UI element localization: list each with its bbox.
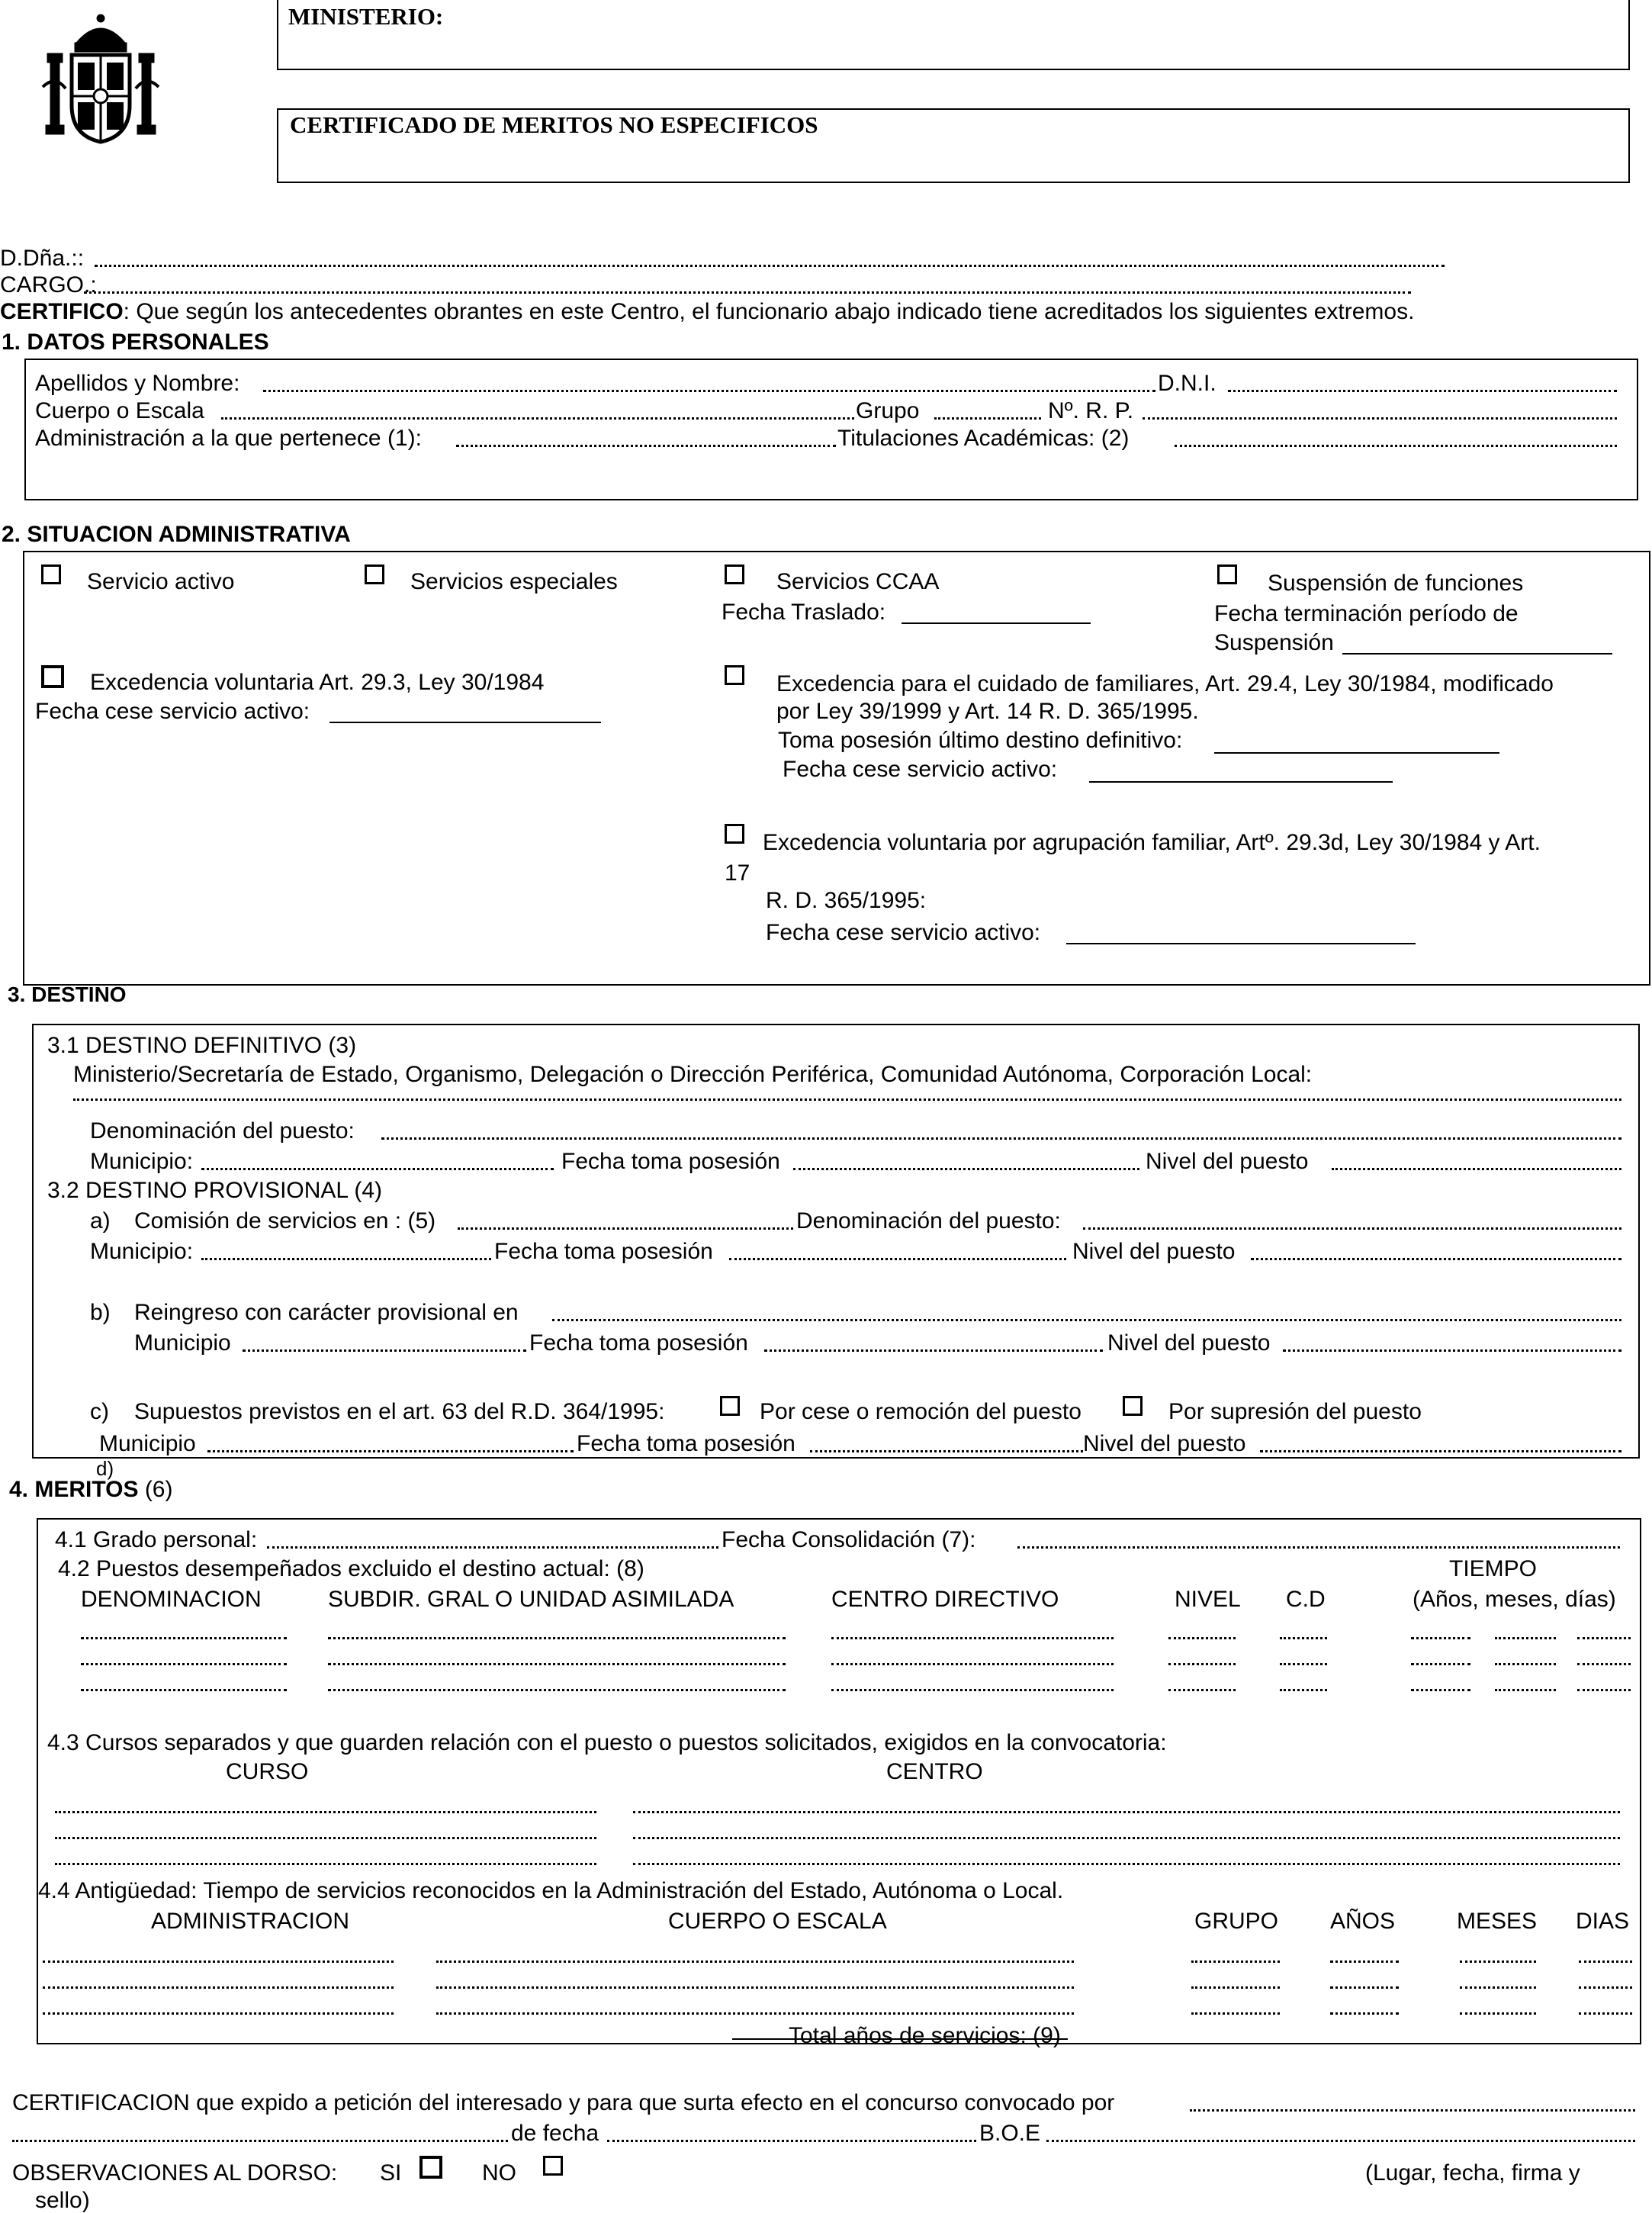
boe-label: B.O.E [979,2121,1041,2146]
consolidacion-label: Fecha Consolidación (7): [722,1527,976,1552]
curso-row-cell[interactable] [55,1863,596,1865]
fecha-cese-1-label: Fecha cese servicio activo: [35,699,310,724]
fecha-cese-3-label: Fecha cese servicio activo: [766,920,1041,945]
dni-field[interactable] [1228,390,1617,392]
cursos-label: 4.3 Cursos separados y que guarden relación con el puesto o puestos solicitados, exigidos en la convocatoria: [47,1730,1167,1755]
destino-provisional-title: 3.2 DESTINO PROVISIONAL (4) [47,1178,382,1203]
prov-b-municipio-field[interactable] [243,1349,526,1352]
puesto-row-cell[interactable] [1577,1689,1631,1691]
col-dias: DIAS [1576,1909,1630,1934]
prov-c-fecha-field[interactable] [810,1450,1083,1452]
prov-c-text: Supuestos previstos en el art. 63 del R.D. 364/1995: [134,1399,665,1424]
servicios-ccaa-label: Servicios CCAA [776,569,940,594]
def-fecha-label: Fecha toma posesión [561,1149,780,1174]
antiguedad-row-cell[interactable] [1330,2012,1399,2015]
curso-row-cell[interactable] [633,1837,1620,1839]
coat-of-arms-icon [40,14,162,147]
antiguedad-label: 4.4 Antigüedad: Tiempo de servicios reconocidos en la Administración del Estado, Autónoma o Local. [38,1878,1064,1903]
grupo-label: Grupo [856,398,920,423]
prov-a-municipio-field[interactable] [201,1258,491,1260]
total-servicios-label: Total años de servicios: (9) [789,2023,1061,2048]
puestos-label: 4.2 Puestos desempeñados excluido el destino actual: (8) [58,1556,644,1581]
puesto-row-cell[interactable] [81,1689,287,1691]
col-meses: MESES [1457,1909,1538,1934]
fecha-traslado-field[interactable] [902,622,1091,624]
de-fecha-field[interactable] [607,2140,976,2142]
antiguedad-row-cell[interactable] [436,1986,1074,1989]
puesto-row-cell[interactable] [328,1637,786,1639]
prov-a-comision-field[interactable] [458,1227,793,1230]
cargo-label: CARGO.: [0,272,97,298]
fecha-cese-1-field[interactable] [329,722,601,723]
suspension-fecha-label: Suspensión [1214,630,1334,655]
puesto-row-cell[interactable] [81,1663,287,1665]
section-4-title-label: 4. MERITOS [9,1477,139,1502]
puesto-row-cell[interactable] [1577,1637,1631,1639]
col-subdir: SUBDIR. GRAL O UNIDAD ASIMILADA [328,1587,734,1612]
nrp-label: Nº. R. P. [1048,398,1134,423]
puesto-row-cell[interactable] [328,1663,786,1665]
agrupacion-line1: Excedencia voluntaria por agrupación familiar, Artº. 29.3d, Ley 30/1984 y Art. [763,830,1541,855]
antiguedad-row-cell[interactable] [436,1960,1074,1963]
col-administracion: ADMINISTRACION [151,1909,350,1934]
puesto-row-cell[interactable] [1411,1663,1470,1665]
def-fecha-field[interactable] [793,1168,1139,1170]
destino-definitivo-organismo-field[interactable] [73,1098,1621,1101]
col-nivel: NIVEL [1175,1587,1241,1612]
puesto-row-cell[interactable] [1495,1663,1556,1665]
checkbox-excedencia-familiares[interactable] [725,665,744,685]
agrupacion-line3: R. D. 365/1995: [766,888,927,913]
section-4-title-suffix: (6) [138,1477,173,1502]
certificacion-text: CERTIFICACION que expido a petición del interesado y para que surta efecto en el concurso convocado por [12,2090,1115,2115]
concurso-field-2[interactable] [12,2140,508,2142]
cese-remocion-label: Por cese o remoción del puesto [760,1399,1082,1424]
destino-definitivo-ministerio: Ministerio/Secretaría de Estado, Organismo, Delegación o Dirección Periférica, Comunidad Autónoma, Corporación Local: [73,1062,1313,1087]
section-1-title: 1. DATOS PERSONALES [2,330,269,355]
excedencia-familiares-line1: Excedencia para el cuidado de familiares, Art. 29.4, Ley 30/1984, modificado [776,671,1554,696]
dni-label: D.N.I. [1158,371,1217,396]
servicios-especiales-label: Servicios especiales [410,569,618,594]
antiguedad-row-cell[interactable] [1330,1960,1399,1963]
puesto-row-cell[interactable] [328,1689,786,1691]
antiguedad-row-cell[interactable] [1579,2012,1632,2015]
prov-a-fecha-label: Fecha toma posesión [494,1239,713,1264]
lugar-fecha-label: (Lugar, fecha, firma y [1365,2160,1580,2186]
puesto-row-cell[interactable] [831,1689,1114,1691]
prov-b-nivel-label: Nivel del puesto [1107,1330,1271,1356]
apellidos-field[interactable] [263,390,1155,392]
ministerio-box[interactable] [277,0,1630,70]
cargo-field[interactable] [84,291,1411,294]
prov-c-nivel-field[interactable] [1260,1450,1621,1452]
checkbox-agrupacion-familiar[interactable] [725,824,744,844]
section-4-title [9,1478,172,1501]
fecha-traslado-label: Fecha Traslado: [722,600,886,625]
certifico-text: : Que según los antecedentes obrantes en este Centro, el funcionario abajo indicado tiene acreditados los siguientes extremos. [123,299,1415,324]
section-3-title: 3. DESTINO [8,983,127,1006]
checkbox-cese-remocion[interactable] [720,1396,740,1416]
antiguedad-row-cell[interactable] [1191,2012,1280,2015]
prov-a-municipio-label: Municipio: [90,1239,194,1264]
antiguedad-row-cell[interactable] [43,1960,394,1963]
suspension-label: Suspensión de funciones [1268,571,1524,596]
puesto-row-cell[interactable] [1495,1637,1556,1639]
antiguedad-row-cell[interactable] [1460,2012,1536,2015]
sello-label: sello) [35,2188,90,2213]
dona-label: D.Dña.:: [0,246,85,271]
def-municipio-label: Municipio: [90,1149,194,1174]
prov-c-nivel-label: Nivel del puesto [1083,1431,1246,1456]
puesto-row-cell[interactable] [1168,1689,1236,1691]
titulaciones-label: Titulaciones Académicas: (2) [837,426,1130,451]
def-denominacion-field[interactable] [381,1137,1621,1140]
col-curso: CURSO [226,1759,309,1784]
agrupacion-line2: 17 [725,860,750,886]
puesto-row-cell[interactable] [1280,1663,1327,1665]
prov-a-label: a) [90,1208,111,1234]
col-centro-directivo: CENTRO DIRECTIVO [831,1587,1059,1612]
servicio-activo-label: Servicio activo [87,569,235,594]
de-fecha-label: de fecha [511,2121,599,2146]
administracion-field[interactable] [456,445,836,447]
si-label: SI [380,2160,402,2186]
prov-b-fecha-label: Fecha toma posesión [529,1330,748,1356]
antiguedad-row-cell[interactable] [1460,1960,1536,1963]
puesto-row-cell[interactable] [1280,1637,1327,1639]
prov-c-label: c) [90,1399,109,1424]
prov-a-nivel-field[interactable] [1251,1258,1621,1260]
curso-row-cell[interactable] [55,1837,596,1839]
def-denominacion-label: Denominación del puesto: [90,1118,355,1143]
puesto-row-cell[interactable] [1495,1689,1556,1691]
prov-c-municipio-label: Municipio [99,1431,196,1456]
curso-row-cell[interactable] [633,1863,1620,1865]
suspension-fecha-field[interactable] [1342,653,1612,655]
checkbox-excedencia-voluntaria[interactable] [41,665,64,688]
prov-a-denominacion-field[interactable] [1083,1227,1621,1230]
prov-b-nivel-field[interactable] [1283,1349,1621,1352]
destino-definitivo-title: 3.1 DESTINO DEFINITIVO (3) [47,1033,357,1058]
apellidos-label: Apellidos y Nombre: [35,371,240,396]
cuerpo-field[interactable] [221,417,854,420]
toma-posesion-label: Toma posesión último destino definitivo: [778,728,1183,753]
prov-b-municipio-label: Municipio [134,1330,231,1356]
boe-field[interactable] [1046,2140,1635,2142]
checkbox-servicios-especiales[interactable] [365,565,384,584]
excedencia-familiares-line2: por Ley 39/1999 y Art. 14 R. D. 365/1995. [776,699,1199,724]
checkbox-observaciones-si[interactable] [419,2156,442,2179]
puesto-row-cell[interactable] [81,1637,287,1639]
antiguedad-row-cell[interactable] [43,1986,394,1989]
puesto-row-cell[interactable] [1168,1637,1236,1639]
puesto-row-cell[interactable] [1577,1663,1631,1665]
administracion-label: Administración a la que pertenece (1): [35,426,422,451]
def-nivel-label: Nivel del puesto [1146,1149,1309,1174]
curso-row-cell[interactable] [633,1811,1620,1813]
prov-c-municipio-field[interactable] [207,1450,574,1452]
curso-row-cell[interactable] [55,1811,596,1813]
puesto-row-cell[interactable] [831,1663,1114,1665]
puesto-row-cell[interactable] [831,1637,1114,1639]
nrp-field[interactable] [1143,417,1617,420]
puesto-row-cell[interactable] [1280,1689,1327,1691]
col-centro-curso: CENTRO [886,1759,983,1784]
concurso-field[interactable] [1190,2109,1635,2112]
supresion-label: Por supresión del puesto [1168,1399,1422,1424]
col-cuerpo-escala: CUERPO O ESCALA [668,1909,887,1934]
prov-a-text: Comisión de servicios en : (5) [134,1208,436,1234]
checkbox-servicios-ccaa[interactable] [725,565,744,584]
ministerio-label: MINISTERIO: [288,3,444,30]
puesto-row-cell[interactable] [1411,1689,1470,1691]
puesto-row-cell[interactable] [1411,1637,1470,1639]
prov-b-text: Reingreso con carácter provisional en [134,1300,519,1325]
toma-posesion-field[interactable] [1214,752,1499,754]
antiguedad-row-cell[interactable] [436,2012,1074,2015]
fecha-terminacion-label: Fecha terminación período de [1214,601,1519,626]
def-nivel-field[interactable] [1332,1168,1621,1170]
prov-a-denominacion-label: Denominación del puesto: [796,1208,1061,1234]
antiguedad-row-cell[interactable] [1191,1960,1280,1963]
prov-b-reingreso-field[interactable] [552,1319,1621,1321]
prov-a-nivel-label: Nivel del puesto [1072,1239,1236,1264]
col-cd: C.D [1286,1587,1326,1612]
prov-b-fecha-field[interactable] [764,1349,1103,1352]
col-anos: AÑOS [1330,1909,1396,1934]
antiguedad-row-cell[interactable] [1579,1960,1632,1963]
no-label: NO [482,2160,516,2186]
prov-c-fecha-label: Fecha toma posesión [577,1431,795,1456]
section-2-title: 2. SITUACION ADMINISTRATIVA [2,522,351,547]
document-title: CERTIFICADO DE MERITOS NO ESPECIFICOS [290,111,818,138]
excedencia-voluntaria-label: Excedencia voluntaria Art. 29.3, Ley 30/1984 [90,670,545,695]
col-tiempo: (Años, meses, días) [1413,1587,1616,1612]
destino-box [32,1024,1640,1459]
checkbox-observaciones-no[interactable] [543,2156,563,2176]
antiguedad-row-cell[interactable] [43,2012,394,2015]
col-denominacion: DENOMINACION [81,1587,262,1612]
antiguedad-row-cell[interactable] [1330,1986,1399,1989]
prov-d-label: d) [96,1457,114,1480]
fecha-cese-2-label: Fecha cese servicio activo: [783,757,1058,782]
tiempo-header: TIEMPO [1449,1556,1538,1581]
def-municipio-field[interactable] [201,1168,554,1170]
dona-field[interactable] [95,265,1445,267]
certifico-label: CERTIFICO [0,299,124,324]
certifico-statement [0,301,1414,323]
cuerpo-label: Cuerpo o Escala [35,398,204,423]
checkbox-suspension[interactable] [1217,565,1237,584]
puesto-row-cell[interactable] [1168,1663,1236,1665]
observaciones-label: OBSERVACIONES AL DORSO: [12,2160,338,2186]
grado-label: 4.1 Grado personal: [55,1527,258,1552]
consolidacion-field[interactable] [1017,1546,1620,1549]
antiguedad-row-cell[interactable] [1579,1986,1632,1989]
checkbox-supresion[interactable] [1123,1396,1143,1416]
checkbox-servicio-activo[interactable] [41,565,61,584]
total-servicios-field[interactable] [732,2038,1068,2040]
prov-a-fecha-field[interactable] [729,1258,1066,1260]
fecha-cese-3-field[interactable] [1066,943,1416,944]
col-grupo: GRUPO [1194,1909,1279,1934]
fecha-cese-2-field[interactable] [1089,781,1393,783]
prov-b-label: b) [90,1300,111,1325]
antiguedad-row-cell[interactable] [1191,1986,1280,1989]
grado-field[interactable] [267,1546,718,1549]
titulaciones-field[interactable] [1175,445,1617,447]
antiguedad-row-cell[interactable] [1460,1986,1536,1989]
grupo-field[interactable] [934,417,1041,420]
